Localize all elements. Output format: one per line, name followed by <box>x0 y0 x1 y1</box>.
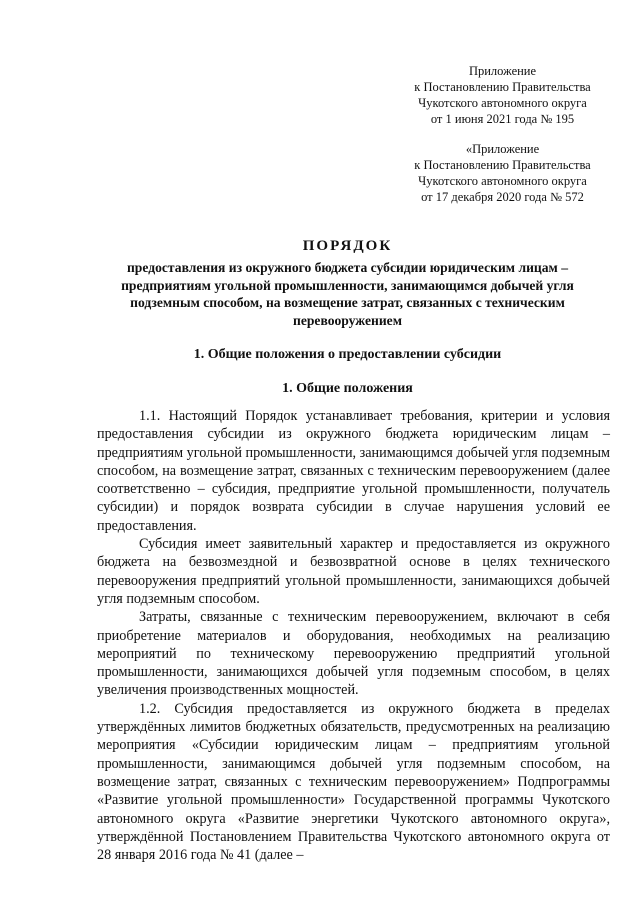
appendix-current-line-3: Чукотского автономного округа <box>418 96 587 110</box>
section-heading: 1. Общие положения о предоставлении субсидии <box>193 347 502 362</box>
appendix-current-line-2: к Постановлению Правительства <box>414 80 591 94</box>
document-title: ПОРЯДОК <box>302 238 393 254</box>
appendix-current <box>395 63 610 127</box>
paragraph-subsidy-nature: Субсидия имеет заявительный характер и предоставляется из окружного бюджета на безвозмездной и безвозвратной основе в целях технического перевооружения предприятий угольной промышленности, занимающихся добычей угля подземным способом. <box>97 536 610 607</box>
paragraph-1-2: 1.2. Субсидия предоставляется из окружного бюджета в пределах утверждённых лимитов бюджетных обязательств, предусмотренных на реализацию мероприятия «Субсидии юридическим лицам – предприятиям угольной промышленности, занимающимся добычей угля подземным способом, на возмещение затрат, связанных с техническим перевооружением» Подпрограммы «Развитие угольной промышленности» Государственной программы Чукотского автономного округа «Развитие энергетики Чукотского автономного округа», утверждённой Постановлением Правительства Чукотского автономного округа от 28 января 2016 года № 41 (далее – <box>97 700 610 864</box>
subsection-heading: 1. Общие положения <box>282 381 413 396</box>
document-body <box>97 407 610 864</box>
paragraph-1-1: 1.1. Настоящий Порядок устанавливает требования, критерии и условия предоставления субсидии из окружного бюджета юридическим лицам – предприятиям угольной промышленности, занимающимся добычей угля подземным способом, на возмещение затрат, связанных с техническим перевооружением (далее соответственно – субсидия, предприятие угольной промышленности, получатель субсидии) и порядок возврата субсидии в случае нарушения условий ее предоставления. <box>97 408 610 534</box>
appendix-current-line-1: Приложение <box>468 64 537 78</box>
appendix-original-line-2: к Постановлению Правительства <box>414 158 591 172</box>
appendix-original-line-4: от 17 декабря 2020 года № 572 <box>421 190 584 204</box>
paragraph-expenses: Затраты, связанные с техническим перевооружением, включают в себя приобретение материалов и оборудования, необходимых на реализацию мероприятий по техническому перевооружению предприятий угольной промышленности, занимающихся добычей угля подземным способом, в целях увеличения производственных мощностей. <box>97 609 610 699</box>
document-subtitle: предоставления из окружного бюджета субсидии юридическим лицам – предприятиям угольной промышленности, занимающимся добычей угля подземным способом, на возмещение затрат, связанных с техническим перевооружением <box>121 260 574 328</box>
appendix-original-line-3: Чукотского автономного округа <box>418 174 587 188</box>
appendix-current-line-4: от 1 июня 2021 года № 195 <box>430 112 575 126</box>
appendix-original <box>395 141 610 205</box>
appendix-original-line-1: «Приложение <box>465 142 540 156</box>
